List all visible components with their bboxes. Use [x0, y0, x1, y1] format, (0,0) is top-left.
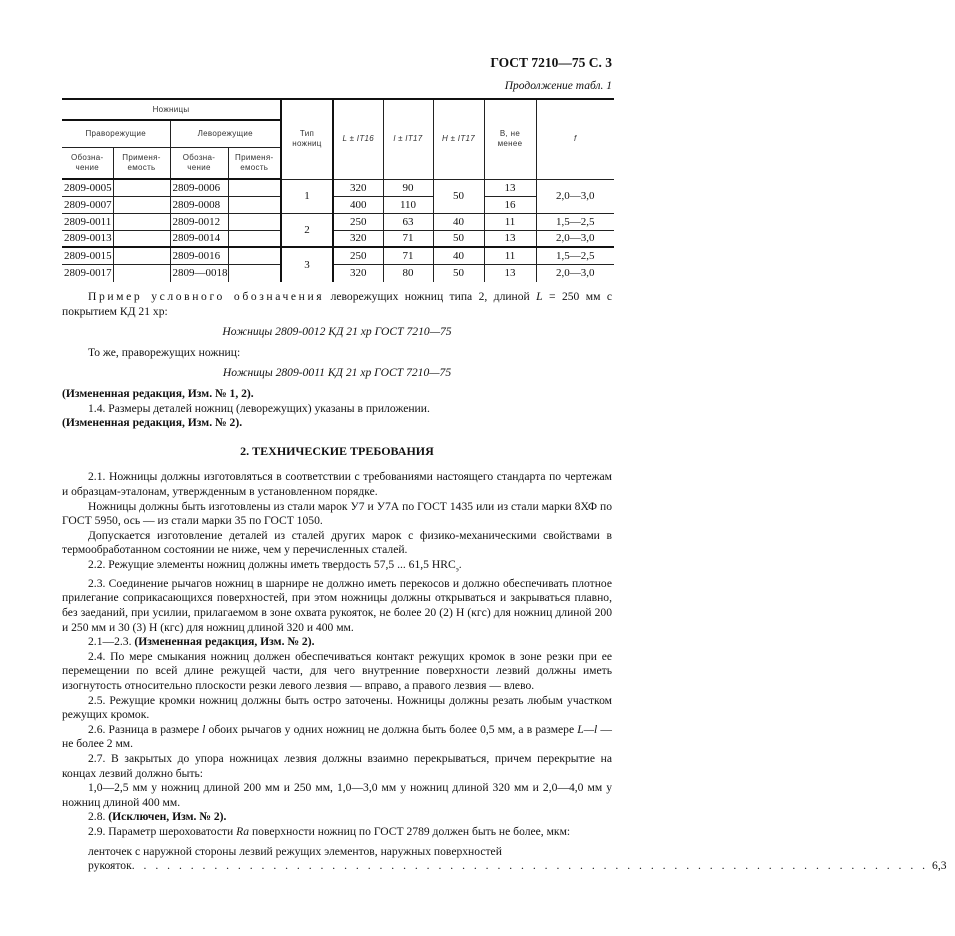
var-L-l: L—l [577, 722, 598, 736]
paragraph-2-6 [62, 723, 612, 752]
cell-L: 320 [333, 230, 383, 247]
cell-B: 11 [484, 247, 536, 264]
cell-left: 2809—0018 [170, 264, 228, 282]
roughness-item-value-row [62, 859, 947, 874]
cell-L: 250 [333, 247, 383, 264]
cell-l: 80 [383, 264, 433, 282]
cell-empty [228, 196, 281, 213]
cell-left: 2809-0008 [170, 196, 228, 213]
cell-empty [228, 247, 281, 264]
cell-right: 2809-0007 [62, 196, 113, 213]
cell-f: 2,0—3,0 [536, 179, 614, 213]
document-body [62, 290, 947, 874]
paragraph-2-2 [62, 558, 612, 577]
paragraph-2-1-2-3-amend [62, 635, 612, 650]
cell-right: 2809-0011 [62, 213, 113, 230]
cell-l: 90 [383, 179, 433, 196]
table-continuation-label: Продолжение табл. 1 [504, 80, 612, 92]
header-left-cutting: Леворежущие [170, 120, 281, 147]
header-L: L ± IT16 [333, 99, 383, 179]
roughness-item: ленточек с наружной стороны лезвий режущих элементов, наружных поверхностей [88, 844, 502, 858]
cell-left: 2809-0006 [170, 179, 228, 196]
paragraph-2-7-values: 1,0—2,5 мм у ножниц длиной 200 мм и 250 мм, 1,0—3,0 мм у ножниц длиной 320 мм и 2,0—4,0 мм у ножниц длиной 400 мм. [62, 781, 612, 809]
cell-type: 3 [281, 247, 333, 282]
paragraph-2-3: 2.3. Соединение рычагов ножниц в шарнире не должно иметь перекосов и должно обеспечивать плотное прилегание соприкасающихся поверхностей, при этом ножницы должны открываться и закрываться плавно, без заеданий, при усилии, прилагаемом в зоне охвата рукояток, не более 20 (2) Н (кгс) для ножниц длиной 200 и 250 мм и 30 (3) Н (кгс) для ножниц длиной 320 и 400 мм. [62, 576, 612, 634]
cell-L: 320 [333, 179, 383, 196]
header-f: f [536, 99, 614, 179]
cell-empty [113, 230, 170, 247]
table-row [62, 247, 614, 264]
amendment-note: (Исключен, Изм. № 2). [108, 810, 227, 824]
text: . [458, 557, 462, 571]
spaced-text: Пример условного обозначения [88, 290, 325, 303]
cell-f: 2,0—3,0 [536, 230, 614, 247]
cell-left: 2809-0014 [170, 230, 228, 247]
cell-B: 13 [484, 230, 536, 247]
cell-left: 2809-0012 [170, 213, 228, 230]
cell-empty [228, 264, 281, 282]
cell-B: 13 [484, 264, 536, 282]
text: 2.9. Параметр шероховатости [88, 824, 237, 838]
cell-type: 1 [281, 179, 333, 213]
header-scissors: Ножницы [62, 99, 281, 120]
cell-empty [113, 179, 170, 196]
cell-empty [113, 196, 170, 213]
paragraph-2-1-steel: Ножницы должны быть изготовлены из стали марок У7 и У7А по ГОСТ 1435 или из стали марки 8ХФ по ГОСТ 5950, ось — из стали марки 35 по ГОСТ 1050. [62, 499, 612, 528]
cell-l: 110 [383, 196, 433, 213]
table-row [62, 196, 614, 213]
cell-H: 50 [433, 179, 484, 213]
table-row [62, 230, 614, 247]
cell-f: 1,5—2,5 [536, 213, 614, 230]
example-designation-left: Ножницы 2809-0012 КД 21 хр ГОСТ 7210—75 [222, 325, 452, 339]
text: обоих рычагов у одних ножниц не должна быть более 0,5 мм, а в размере [205, 722, 578, 736]
text: леворежущих ножниц типа 2, длиной [324, 290, 537, 303]
roughness-value: 6,3 [932, 859, 947, 873]
cell-L: 250 [333, 213, 383, 230]
header-right-cutting: Праворежущие [62, 120, 170, 147]
var-l: l [202, 722, 206, 736]
cell-l: 71 [383, 230, 433, 247]
header-designation-left: Обозна- чение [170, 147, 228, 179]
paragraph-2-9 [62, 825, 612, 840]
cell-empty [228, 213, 281, 230]
var-Ra: Ra [236, 824, 250, 838]
header-H: H ± IT17 [433, 99, 484, 179]
paragraph-2-7: 2.7. В закрытых до упора ножницах лезвия должны взаимно перекрываться, причем перекрытие на концах лезвий должно быть: [62, 751, 612, 780]
cell-right: 2809-0013 [62, 230, 113, 247]
paragraph-2-1: 2.1. Ножницы должны изготовляться в соответствии с требованиями настоящего стандарта по чертежам и образцам-эталонам, утвержденным в установленном порядке. [62, 470, 612, 498]
header-type: Тип ножниц [281, 99, 333, 179]
page-header: ГОСТ 7210—75 С. 3 [490, 55, 612, 70]
paragraph-2-4: 2.4. По мере смыкания ножниц должен обеспечиваться контакт режущих кромок в зоне резки при ее перемещении по всей длине режущей части, для чего внутренние поверхности лезвий должны иметь изогнутость относительно плоскости резки левого лезвия — вправо, а правого лезвия — влево. [62, 649, 612, 692]
cell-right: 2809-0015 [62, 247, 113, 264]
cell-type: 2 [281, 213, 333, 247]
text: 2.1—2.3. [88, 635, 135, 649]
table-row [62, 213, 614, 230]
cell-L: 320 [333, 264, 383, 282]
cell-H: 40 [433, 213, 484, 230]
subscript: э [455, 565, 459, 574]
amendment-note: (Измененная редакция, Изм. № 2). [134, 635, 315, 649]
cell-right: 2809-0005 [62, 179, 113, 196]
cell-empty [113, 247, 170, 264]
var-L: L [536, 290, 543, 303]
text: — не более 2 мм. [62, 722, 612, 751]
text: = 250 мм с покрытием КД 21 хр: [62, 290, 612, 318]
same-right-label: То же, праворежущих ножниц: [88, 345, 241, 359]
header-applicability-right: Применя- емость [113, 147, 170, 179]
cell-B: 11 [484, 213, 536, 230]
cell-f: 2,0—3,0 [536, 264, 614, 282]
example-paragraph [62, 290, 612, 319]
cell-l: 63 [383, 213, 433, 230]
example-designation-right: Ножницы 2809-0011 КД 21 хр ГОСТ 7210—75 [222, 366, 452, 380]
cell-empty [113, 264, 170, 282]
cell-empty [228, 179, 281, 196]
paragraph-2-8 [62, 810, 612, 825]
cell-B: 16 [484, 196, 536, 213]
leader-dots: . . . . . . . . . . . . . . . . . . . . . . . . . . . . . . . . . . . . . . . . . . . . . . . . . . . . . . . . . . . . . . . . . . . . [131, 859, 929, 873]
amendment-note: (Измененная редакция, Изм. № 2). [62, 416, 243, 430]
table-row [62, 264, 614, 282]
header-designation-right: Обозна- чение [62, 147, 113, 179]
cell-empty [113, 213, 170, 230]
cell-l: 71 [383, 247, 433, 264]
cell-right: 2809-0017 [62, 264, 113, 282]
cell-H: 50 [433, 264, 484, 282]
header-applicability-left: Применя- емость [228, 147, 281, 179]
text: 2.2. Режущие элементы ножниц должны иметь твердость 57,5 ... 61,5 HRC [88, 557, 456, 571]
cell-H: 50 [433, 230, 484, 247]
cell-B: 13 [484, 179, 536, 196]
paragraph-2-1-other: Допускается изготовление деталей из сталей других марок с физико-механическими свойствами в термообработанном состоянии не ниже, чем у перечисленных сталей. [62, 528, 612, 557]
paragraph-2-5: 2.5. Режущие кромки ножниц должны быть остро заточены. Ножницы должны резать любым участком режущих кромок. [62, 693, 612, 722]
cell-L: 400 [333, 196, 383, 213]
amendment-note: (Измененная редакция, Изм. № 1, 2). [62, 386, 254, 400]
paragraph-1-4: 1.4. Размеры деталей ножниц (леворежущих) указаны в приложении. [88, 401, 430, 415]
cell-empty [228, 230, 281, 247]
section-heading: 2. ТЕХНИЧЕСКИЕ ТРЕБОВАНИЯ [240, 443, 434, 458]
cell-left: 2809-0016 [170, 247, 228, 264]
text: 2.8. [88, 810, 109, 824]
header-l: l ± IT17 [383, 99, 433, 179]
text: 2.6. Разница в размере [88, 722, 203, 736]
text: рукояток [88, 859, 132, 873]
table-row [62, 179, 614, 196]
text: поверхности ножниц по ГОСТ 2789 должен быть не более, мкм: [249, 824, 571, 838]
cell-H: 40 [433, 247, 484, 264]
cell-f: 1,5—2,5 [536, 247, 614, 264]
header-B: B, не менее [484, 99, 536, 179]
scissors-table [62, 98, 614, 282]
